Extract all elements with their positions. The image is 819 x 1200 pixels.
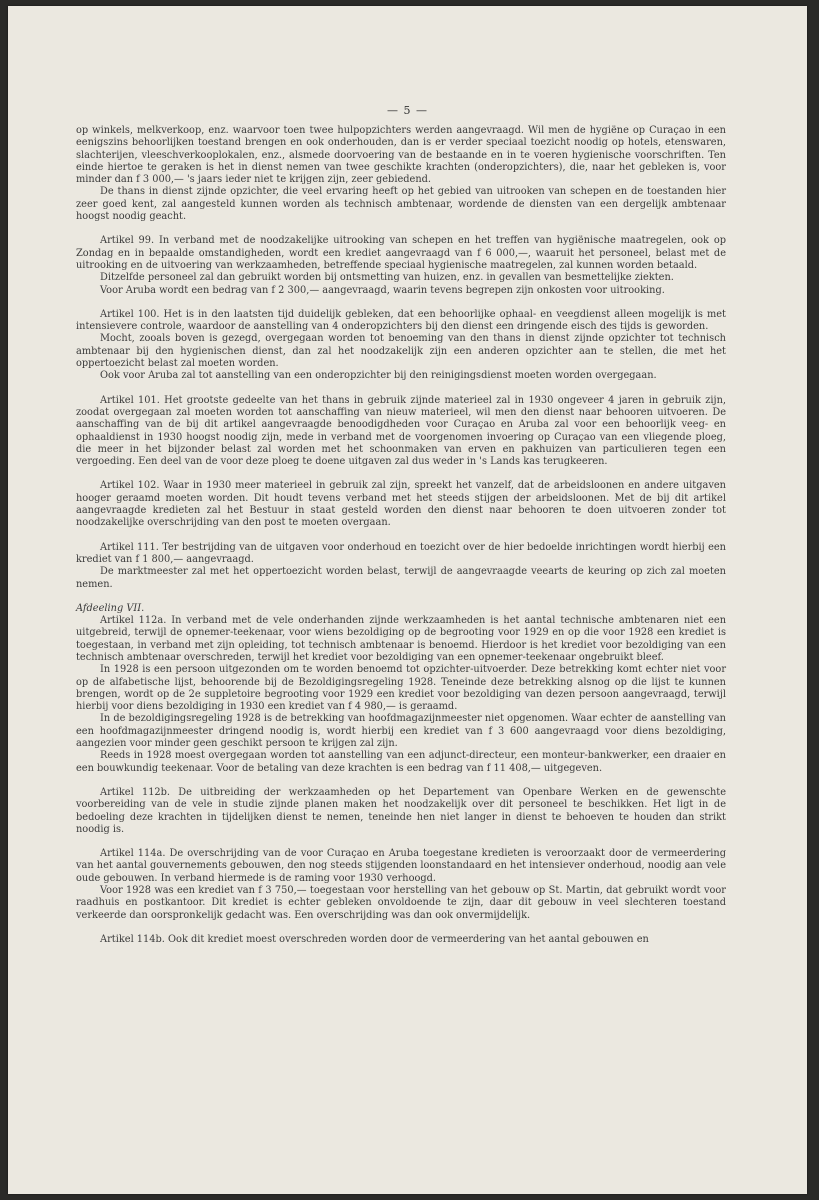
paragraph: De marktmeester zal met het oppertoezicht worden belast, terwijl de aangevraagde veearts de keuring op zich zal moeten nemen. xyxy=(76,566,726,590)
paragraph-artikel-112b: Artikel 112b. De uitbreiding der werkzaamheden op het Departement van Openbare Werken en de gewenschte voorbereiding van de vele in studie zijnde planen maken het noodzakelijk over dit personeel te beschikken. Het ligt in de bedoeling deze krachten in tijdelijken dienst te nemen, teneinde hen niet langer in dienst te behoeven te houden dan strikt noodig is. xyxy=(76,786,726,835)
paragraph: Voor Aruba wordt een bedrag van f 2 300,— aangevraagd, waarin tevens begrepen zijn onkosten voor uitrooking. xyxy=(100,284,665,296)
paragraph-artikel-112a: Artikel 112a. In verband met de vele onderhanden zijnde werkzaamheden is het aantal technische ambtenaren niet een uitgebreid, terwijl de opnemer-teekenaar, voor wiens bezoldiging op de begrooting voor 1929 en op die voor 1928 een krediet is toegestaan, in verband met zijn opleiding, tot technisch ambtenaar is benoemd. Hierdoor is het krediet voor bezoldiging van een technisch ambtenaar overschreden, terwijl het krediet voor bezoldiging van een opnemer-teekenaar ongebruikt bleef. xyxy=(76,615,726,663)
paragraph: op winkels, melkverkoop, enz. waarvoor toen twee hulpopzichters werden aangevraagd. Wil men de hygiëne op Curaçao in een eenigszins behoorlijken toestand brengen en ook onderhouden, dan is er verder speciaal toezicht noodig op hotels, etenswaren, slachterijen, vleeschverkooplokalen, enz., alsmede doorvoering van de bestaande en in te voeren hygienische voorschriften. Ten einde hiertoe te geraken is het in dienst nemen van twee geschikte krachten (onderopzichters), die, naar het gebleken is, voor minder dan f 3 000,— 's jaars ieder niet te krijgen zijn, zeer gebiedend. xyxy=(76,125,726,186)
paragraph: Ditzelfde personeel zal dan gebruikt worden bij ontsmetting van huizen, enz. in gevallen van besmettelijke ziekten. xyxy=(100,272,674,284)
paragraph: In 1928 is een persoon uitgezonden om te worden benoemd tot opzichter-uitvoerder. Deze betrekking komt echter niet voor op de alfabetische lijst, behoorende bij de Bezoldigingsregeling 1928. Teneinde deze betrekking alsnog op die lijst te kunnen brengen, wordt op de 2e suppletoire begrooting voor 1929 een krediet voor bezoldiging van dezen persoon aangevraagd, terwijl hierbij voor diens bezoldiging in 1930 een krediet van f 4 980,— is geraamd. xyxy=(76,664,726,713)
paragraph-artikel-114b: Artikel 114b. Ook dit krediet moest overschreden worden door de vermeerdering van het aantal gebouwen en xyxy=(100,933,649,945)
page-number: — 5 — xyxy=(387,104,428,117)
paragraph-artikel-100: Artikel 100. Het is in den laatsten tijd duidelijk gebleken, dat een behoorlijke ophaal- en veegdienst alleen mogelijk is met intensievere controle, waardoor de aanstelling van 4 onderopzichters bij den dienst een dringende eisch des tijds is geworden. xyxy=(76,308,726,333)
paragraph: Ook voor Aruba zal tot aanstelling van een onderopzichter bij den reinigingsdienst moeten worden overgegaan. xyxy=(100,370,657,382)
paragraph: In de bezoldigingsregeling 1928 is de betrekking van hoofdmagazijnmeester niet opgenomen. Waar echter de aanstelling van een hoofdmagazijnmeester dringend noodig is, wordt hierbij een krediet van f 3 600 aangevraagd voor diens bezoldiging, aangezien voor minder geen geschikt persoon te krijgen zal zijn. xyxy=(76,713,726,750)
paragraph: Voor 1928 was een krediet van f 3 750,— toegestaan voor herstelling van het gebouw op St. Martin, dat gebruikt wordt voor raadhuis en postkantoor. Dit krediet is echter gebleken onvoldoende te zijn, daar dit gebouw in veel slechteren toestand verkeerde dan oorspronkelijk gedacht was. Een overschrijding was dan ook onvermijdelijk. xyxy=(76,885,726,921)
section-heading: Afdeeling VII. xyxy=(76,602,145,614)
paragraph: Reeds in 1928 moest overgegaan worden tot aanstelling van een adjunct-directeur, een monteur-bankwerker, een draaier en een bouwkundig teekenaar. Voor de betaling van deze krachten is een bedrag van f 11 408,— uitgegeven. xyxy=(76,750,726,774)
paragraph: De thans in dienst zijnde opzichter, die veel ervaring heeft op het gebied van uitrooken van schepen en de toestanden hier zeer goed kent, zal aangesteld kunnen worden als technisch ambtenaar, wordende de diensten van een dergelijk ambtenaar hoogst noodig geacht. xyxy=(76,186,726,223)
paragraph: Mocht, zooals boven is gezegd, overgegaan worden tot benoeming van den thans in dienst zijnde opzichter tot technisch ambtenaar bij den hygienischen dienst, dan zal het noodzakelijk zijn een anderen opzichter aan te stellen, die met het oppertoezicht belast zal moeten worden. xyxy=(76,333,726,370)
paragraph-artikel-102: Artikel 102. Waar in 1930 meer materieel in gebruik zal zijn, spreekt het vanzelf, dat de arbeidsloonen en andere uitgaven hooger geraamd moeten worden. Dit houdt tevens verband met het steeds stijgen der arbeidsloonen. Met de bij dit artikel aangevraagde kredieten zal het Bestuur in staat gesteld worden den dienst naar behooren te doen uitvoeren zonder tot noodzakelijke overschrijding van den post te moeten overgaan. xyxy=(76,480,726,529)
paragraph-artikel-114a: Artikel 114a. De overschrijding van de voor Curaçao en Aruba toegestane kredieten is veroorzaakt door de vermeerdering van het aantal gouvernements gebouwen, den nog steeds stijgenden loonstandaard en het intensiever onderhoud, noodig aan vele oude gebouwen. In verband hiermede is de raming voor 1930 verhoogd. xyxy=(76,848,726,884)
document-page xyxy=(8,6,807,1194)
paragraph-artikel-99: Artikel 99. In verband met de noodzakelijke uitrooking van schepen en het treffen van hygiënische maatregelen, ook op Zondag en in bepaalde omstandigheden, wordt een krediet aangevraagd van f 6 000,—, waaruit het personeel, belast met de uitrooking en de uitvoering van werkzaamheden, betreffende speciaal hygienische maatregelen, zal kunnen worden betaald. xyxy=(76,235,726,271)
paragraph-artikel-111: Artikel 111. Ter bestrijding van de uitgaven voor onderhoud en toezicht over de hier bedoelde inrichtingen wordt hierbij een krediet van f 1 800,— aangevraagd. xyxy=(76,541,726,565)
paragraph-artikel-101: Artikel 101. Het grootste gedeelte van het thans in gebruik zijnde materieel zal in 1930 ongeveer 4 jaren in gebruik zijn, zoodat overgegaan zal moeten worden tot aanschaffing van nieuw materieel, wil men den dienst naar behooren uitvoeren. De aanschaffing van de bij dit artikel aangevraagde benoodigdheden voor Curaçao en Aruba zal voor een behoorlijk veeg- en ophaaldienst in 1930 hoogst noodig zijn, mede in verband met de voorgenomen invoering op Curaçao van een vliegende ploeg, die meer in het bijzonder belast zal worden met het schoonmaken van erven en pakhuizen van particulieren tegen een vergoeding. Een deel van de voor deze ploeg te doene uitgaven zal dus weder in 's Lands kas terugkeeren. xyxy=(76,394,726,468)
document-body xyxy=(76,125,726,946)
